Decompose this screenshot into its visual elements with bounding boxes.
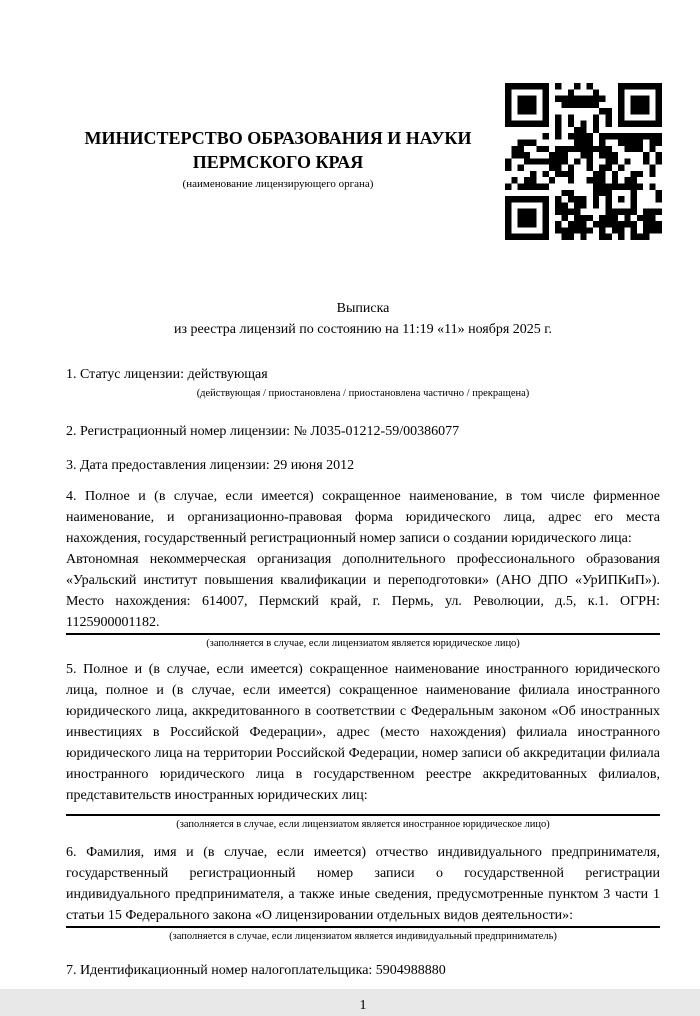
legal-entity-note: (заполняется в случае, если лицензиатом является юридическое лицо) [206,638,520,649]
foreign-entity-section-label: 5. Полное и (в случае, если имеется) сокращенное наименование иностранного юридического лица, полное и (в случае, если имеется) сокращенное наименование филиала иностранного юридического лица, аккредитованного в соответствии с Федеральным законом «Об иностранных инвестициях в Российской Федерации», адрес (место нахождения) филиала иностранного юридического лица на территории Российской Федерации, номер записи об аккредитации филиала иностранного юридического лица в государственном реестре аккредитованных филиалов, представительств иностранных юридических лиц: [66,662,660,803]
legal-entity-value: Автономная некоммерческая организация дополнительного профессионального образования «Уральский институт повышения квалификации и переподготовки» (АНО ДПО «УрИПКиП»). Место нахождения: 614007, Пермский край, г. Пермь, ул. Революции, д.5, к.1. ОГРН: 1125900001182. [66,552,660,630]
foreign-entity-note: (заполняется в случае, если лицензиатом является иностранное юридическое лицо) [176,819,550,830]
license-status-line: 1. Статус лицензии: действующая [66,367,268,382]
entrepreneur-section-label: 6. Фамилия, имя и (в случае, если имеется) отчество индивидуального предпринимателя, государственный регистрационный номер записи о государственной регистрации индивидуального предпринимателя, а также иные сведения, предусмотренные пунктом 3 части 1 статьи 15 Федерального закона «О лицензировании отдельных видов деятельности»: [66,845,660,923]
separator-line [66,633,660,635]
qr-code [505,83,662,240]
document-body [66,298,660,1016]
separator-line [66,814,660,816]
taxpayer-id-line: 7. Идентификационный номер налогоплательщика: 5904988880 [66,963,446,978]
document-title: Выписка [336,301,390,316]
license-grant-date-line: 3. Дата предоставления лицензии: 29 июня 2012 [66,458,355,473]
page-number: 1 [359,998,367,1013]
legal-entity-section-label: 4. Полное и (в случае, если имеется) сокращенное наименование, в том числе фирменное наименование, и организационно-правовая форма юридического лица, адрес его места нахождения, государственный регистрационный номер записи о создании юридического лица: [66,489,660,546]
ministry-name-line2: ПЕРМСКОГО КРАЯ [192,152,364,172]
separator-line [66,926,660,928]
entrepreneur-note: (заполняется в случае, если лицензиатом является индивидуальный предприниматель) [169,931,557,942]
ministry-caption: (наименование лицензирующего органа) [182,178,374,190]
document-subtitle: из реестра лицензий по состоянию на 11:19 «11» ноября 2025 г. [174,322,552,337]
license-status-note: (действующая / приостановлена / приостановлена частично / прекращена) [196,388,530,399]
ministry-name-line1: МИНИСТЕРСТВО ОБРАЗОВАНИЯ И НАУКИ [84,128,472,148]
licensing-authority-header [66,126,490,191]
license-number-line: 2. Регистрационный номер лицензии: № Л035-01212-59/00386077 [66,424,460,439]
